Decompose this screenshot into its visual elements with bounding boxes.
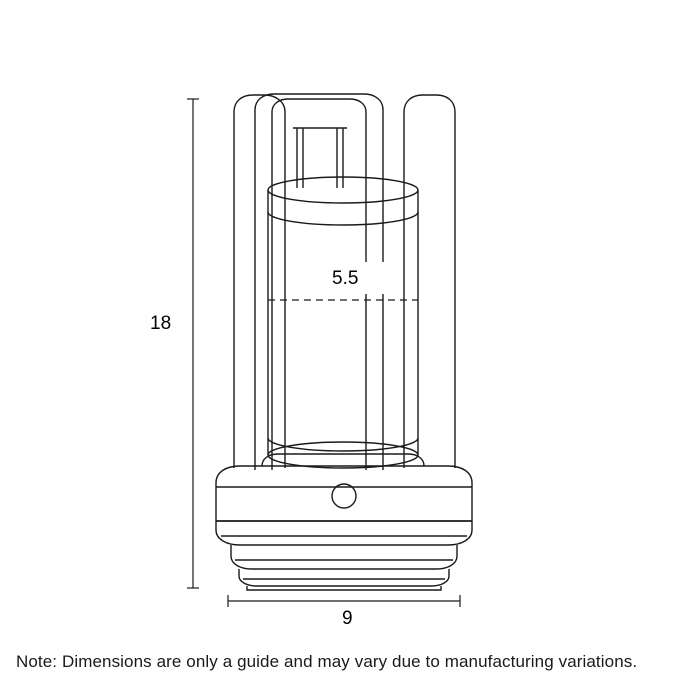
dimensions-note: Note: Dimensions are only a guide and may vary due to manufacturing variations.: [16, 652, 638, 671]
width-dimension-label: 9: [342, 608, 353, 629]
height-dimension-label: 18: [150, 313, 172, 334]
outer-frame-right: [404, 95, 455, 468]
dimension-lines: [187, 99, 460, 607]
diameter-dimension-label: 5.5: [332, 268, 359, 289]
outer-frame-left: [234, 95, 285, 468]
glass-shade: [268, 177, 418, 468]
